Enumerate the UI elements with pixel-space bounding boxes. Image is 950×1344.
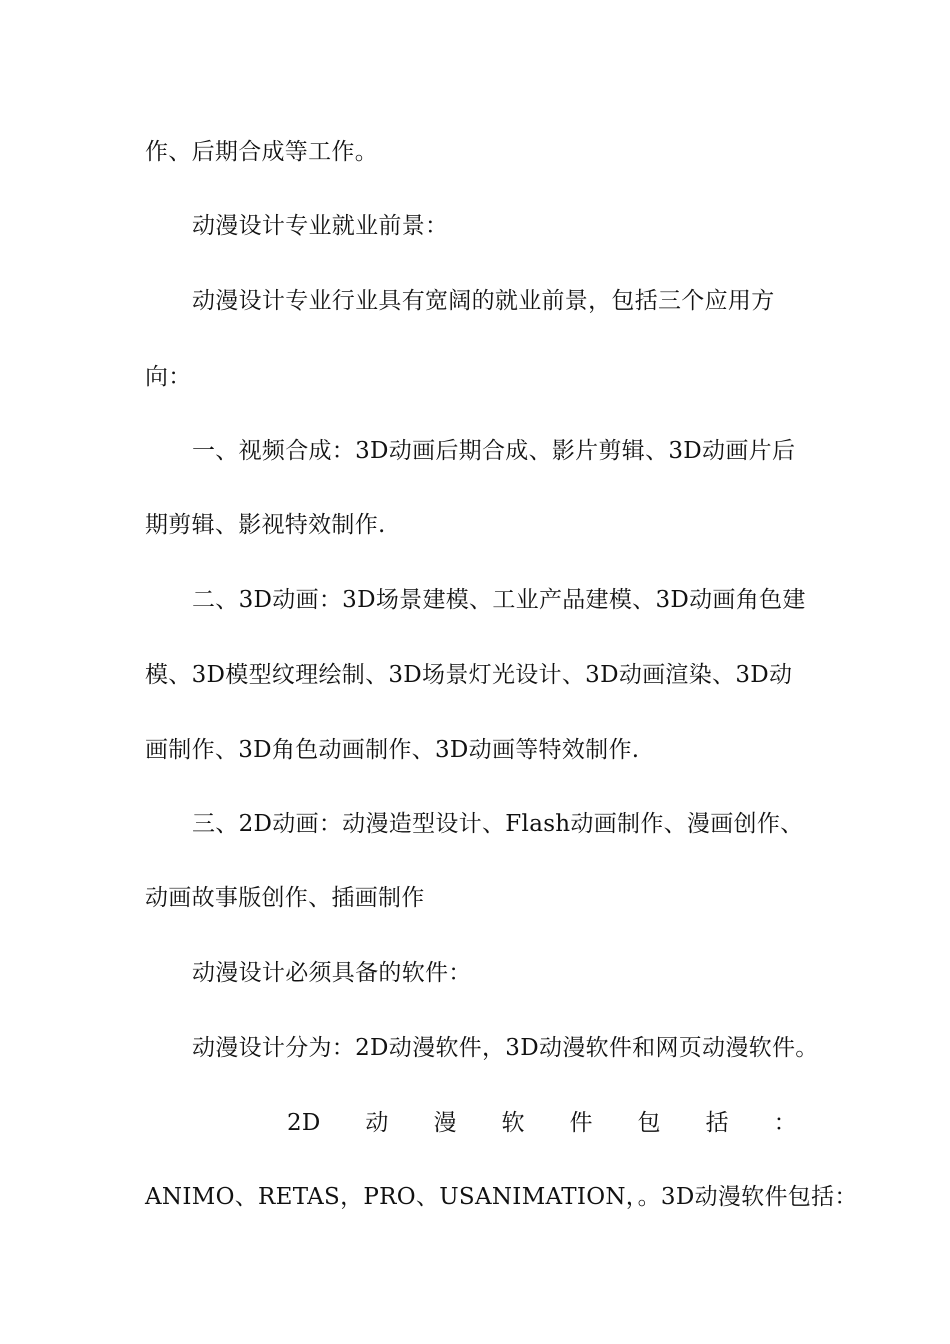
paragraph-line: 三、2D动画：动漫造型设计、Flash动画制作、漫画创作、	[192, 811, 804, 837]
section-heading: 动漫设计必须具备的软件：	[192, 960, 472, 986]
paragraph-line: ANIMO、RETAS，PRO、USANIMATION，。3D动漫软件包括：	[145, 1184, 858, 1210]
word: 2D	[287, 1110, 321, 1136]
word: ：	[773, 1110, 797, 1136]
paragraph-line: 动漫设计分为：2D动漫软件，3D动漫软件和网页动漫软件。	[192, 1035, 819, 1061]
word: 漫	[433, 1110, 457, 1136]
word: 括	[705, 1110, 729, 1136]
paragraph-line: 动漫设计专业行业具有宽阔的就业前景，包括三个应用方	[192, 288, 775, 314]
paragraph-line: 期剪辑、影视特效制作.	[145, 512, 386, 538]
word: 包	[637, 1110, 661, 1136]
paragraph-line: 画制作、3D角色动画制作、3D动画等特效制作.	[145, 737, 640, 763]
word: 软	[501, 1110, 525, 1136]
paragraph-line: 动画故事版创作、插画制作	[145, 885, 425, 911]
paragraph-line: 模、3D模型纹理绘制、3D场景灯光设计、3D动画渲染、3D动	[145, 662, 793, 688]
paragraph-line: 二、3D动画：3D场景建模、工业产品建模、3D动画角色建	[192, 587, 806, 613]
paragraph-line: 向：	[145, 364, 192, 390]
word: 件	[569, 1110, 593, 1136]
section-heading: 动漫设计专业就业前景：	[192, 213, 449, 239]
paragraph-line: 作、后期合成等工作。	[145, 139, 378, 165]
justified-line	[287, 1108, 797, 1138]
word: 动	[365, 1110, 389, 1136]
paragraph-line: 一、视频合成：3D动画后期合成、影片剪辑、3D动画片后	[192, 438, 796, 464]
